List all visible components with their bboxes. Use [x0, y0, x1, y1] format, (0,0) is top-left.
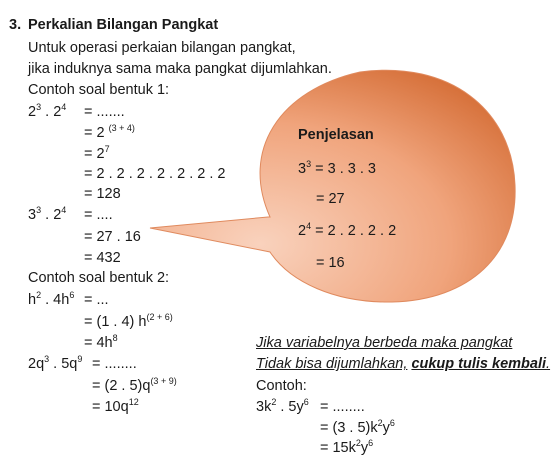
form1-ex1-step2: = 2 $^{(3 + 4)}$: [84, 123, 135, 141]
form1-ex1-step3: = $2^7$: [84, 144, 110, 162]
form2-ex1-step1: = ...: [84, 292, 109, 308]
form2-ex1-step3: = $4h^8$: [84, 333, 118, 351]
form2-ex2-step3: = $10q^{12}$: [92, 397, 139, 415]
note-step-2: = (3 . $5)k^2y^6$: [320, 418, 395, 436]
section-title: Perkalian Bilangan Pangkat: [28, 17, 219, 33]
form2-ex1-step2: = (1 . 4) $h^{(2 + 6)}$: [84, 312, 173, 330]
form2-ex2-step1: = ........: [92, 356, 137, 372]
note-lhs: $3k^2$ . $5y^6$: [256, 397, 309, 415]
form1-ex2-step1: = ....: [84, 207, 113, 223]
explanation-line-1: $3^3 = 3$ . 3 . 3: [298, 159, 376, 177]
explanation-line-2: = 27: [316, 191, 345, 207]
section-number: 3.: [9, 17, 22, 33]
form2-ex1-lhs: $h^2$ . $4h^6$: [28, 290, 75, 308]
form2-ex2-step2: = (2 . $5)q^{(3 + 9)}$: [92, 376, 177, 394]
intro-line-1: Untuk operasi perkaian bilangan pangkat,: [28, 40, 296, 56]
form1-ex1-step4: = 2 . 2 . 2 . 2 . 2 . 2 . 2: [84, 166, 226, 182]
form1-ex2-step3: = 432: [84, 250, 121, 266]
form1-ex1-step1: = .......: [84, 104, 125, 120]
form1-ex1-step5: = 128: [84, 186, 121, 202]
form1-ex2-lhs: $3^3$ . $2^4$: [28, 205, 67, 223]
explanation-title: Penjelasan: [298, 127, 374, 143]
note-step-1: = ........: [320, 399, 365, 415]
note-example-label: Contoh:: [256, 378, 307, 394]
note-step-3: = $15k^2y^6$: [320, 438, 374, 456]
form1-label: Contoh soal bentuk 1:: [28, 82, 170, 98]
form1-ex1-lhs: $2^3$ . $2^4$: [28, 102, 67, 120]
note-line-2: Tidak bisa dijumlahkan, cukup tulis kembali.: [256, 356, 551, 372]
note-line-1: Jika variabelnya berbeda maka pangkat: [256, 335, 513, 351]
form2-ex2-lhs: $2q^3$ . $5q^9$: [28, 354, 83, 372]
explanation-line-4: = 16: [316, 255, 345, 271]
form1-ex2-step2: = 27 . 16: [84, 229, 141, 245]
explanation-line-3: $2^4 = 2$ . 2 . 2 . 2: [298, 221, 397, 239]
intro-line-2: jika induknya sama maka pangkat dijumlahkan.: [28, 61, 332, 77]
form2-label: Contoh soal bentuk 2:: [28, 270, 170, 286]
